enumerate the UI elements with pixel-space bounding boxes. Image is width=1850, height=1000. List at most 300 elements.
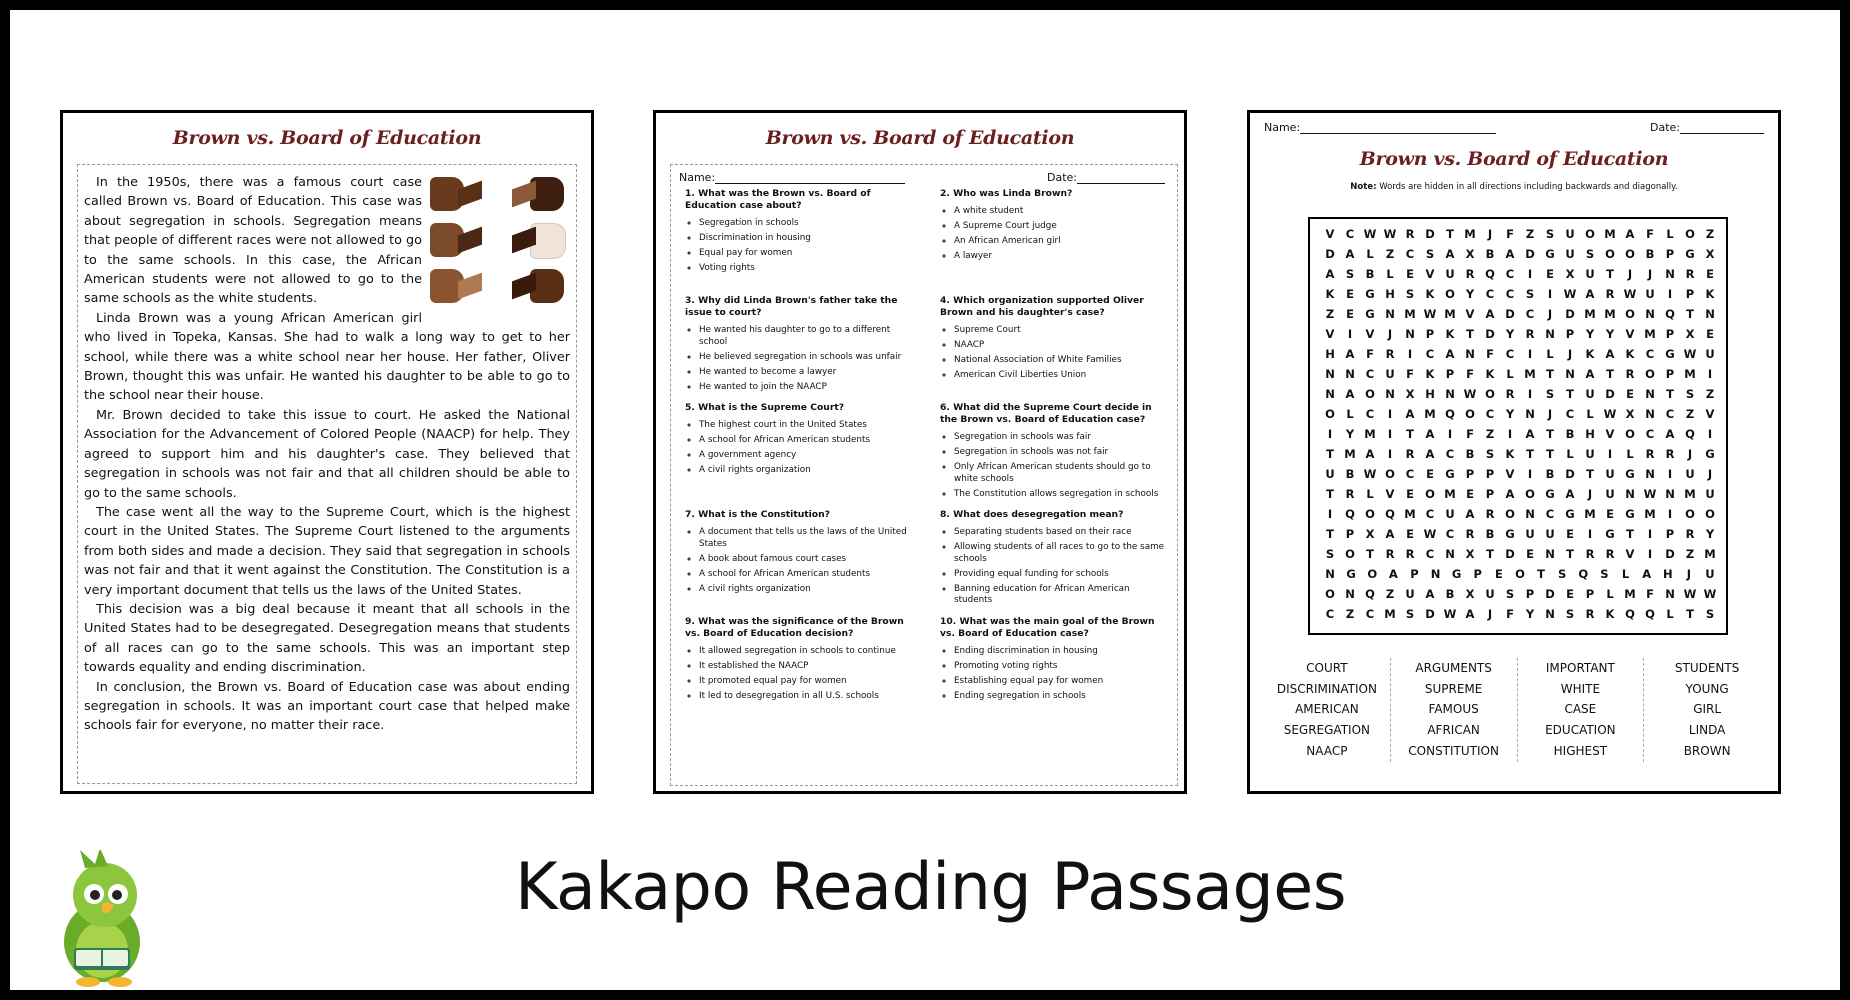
grid-letter[interactable]: S [1565, 607, 1575, 621]
grid-letter[interactable]: Q [1365, 587, 1375, 601]
grid-letter[interactable]: A [1465, 507, 1475, 521]
grid-letter[interactable]: F [1466, 427, 1474, 441]
grid-letter[interactable]: J [1547, 407, 1553, 421]
answer-option[interactable]: ◦ An African American girl [954, 236, 1169, 248]
grid-letter[interactable]: N [1545, 547, 1555, 561]
grid-letter[interactable]: I [1667, 467, 1673, 481]
grid-letter[interactable]: P [1425, 327, 1435, 341]
grid-letter[interactable]: W [1423, 307, 1437, 321]
grid-letter[interactable]: K [1325, 287, 1335, 301]
grid-letter[interactable]: U [1585, 387, 1595, 401]
grid-letter[interactable]: U [1585, 267, 1595, 281]
grid-letter[interactable]: E [1626, 387, 1634, 401]
grid-letter[interactable]: N [1465, 347, 1475, 361]
grid-letter[interactable]: O [1425, 487, 1435, 501]
grid-letter[interactable]: S [1405, 607, 1415, 621]
answer-option[interactable]: ◦ Separating students based on their race [954, 527, 1169, 539]
grid-letter[interactable]: I [1387, 407, 1393, 421]
grid-letter[interactable]: S [1505, 587, 1515, 601]
answer-option[interactable]: ◦ A school for African American students [699, 569, 914, 581]
grid-letter[interactable]: G [1605, 527, 1615, 541]
grid-letter[interactable]: T [1466, 327, 1474, 341]
grid-letter[interactable]: E [1346, 287, 1354, 301]
grid-letter[interactable]: A [1642, 567, 1652, 581]
grid-letter[interactable]: N [1665, 587, 1675, 601]
grid-letter[interactable]: U [1565, 227, 1575, 241]
grid-letter[interactable]: N [1445, 387, 1455, 401]
answer-option[interactable]: ◦ Ending discrimination in housing [954, 646, 1169, 658]
answer-option[interactable]: ◦ It allowed segregation in schools to continue [699, 646, 914, 658]
grid-letter[interactable]: V [1625, 547, 1635, 561]
answer-option[interactable]: ◦ The Constitution allows segregation in schools [954, 489, 1169, 501]
grid-letter[interactable]: M [1584, 307, 1596, 321]
grid-letter[interactable]: I [1527, 387, 1533, 401]
grid-letter[interactable]: H [1585, 427, 1595, 441]
grid-letter[interactable]: U [1525, 527, 1535, 541]
grid-letter[interactable]: J [1627, 267, 1633, 281]
grid-letter[interactable]: U [1445, 507, 1455, 521]
grid-letter[interactable]: C [1365, 407, 1375, 421]
grid-letter[interactable]: L [1366, 487, 1374, 501]
grid-letter[interactable]: N [1405, 327, 1415, 341]
grid-letter[interactable]: K [1705, 287, 1715, 301]
grid-letter[interactable]: B [1345, 467, 1355, 481]
answer-option[interactable]: ◦ Supreme Court [954, 325, 1169, 337]
grid-letter[interactable]: L [1586, 407, 1594, 421]
grid-letter[interactable]: A [1345, 247, 1355, 261]
grid-letter[interactable]: K [1425, 287, 1435, 301]
grid-letter[interactable]: R [1625, 367, 1635, 381]
grid-letter[interactable]: I [1527, 267, 1533, 281]
grid-letter[interactable]: J [1487, 607, 1493, 621]
grid-letter[interactable]: G [1565, 507, 1575, 521]
grid-letter[interactable]: O [1625, 247, 1635, 261]
grid-letter[interactable]: A [1665, 427, 1675, 441]
grid-letter[interactable]: J [1387, 327, 1393, 341]
grid-letter[interactable]: R [1525, 327, 1535, 341]
grid-letter[interactable]: C [1365, 607, 1375, 621]
grid-letter[interactable]: R [1505, 387, 1515, 401]
grid-letter[interactable]: N [1325, 387, 1335, 401]
grid-letter[interactable]: R [1585, 607, 1595, 621]
grid-letter[interactable]: M [1684, 367, 1696, 381]
grid-letter[interactable]: J [1487, 227, 1493, 241]
grid-letter[interactable]: N [1565, 367, 1575, 381]
grid-letter[interactable]: E [1346, 307, 1354, 321]
grid-letter[interactable]: C [1425, 507, 1435, 521]
grid-letter[interactable]: X [1685, 327, 1695, 341]
grid-letter[interactable]: Y [1605, 327, 1615, 341]
grid-letter[interactable]: J [1647, 267, 1653, 281]
grid-letter[interactable]: X [1365, 527, 1375, 541]
grid-letter[interactable]: K [1625, 347, 1635, 361]
grid-letter[interactable]: T [1666, 387, 1674, 401]
grid-letter[interactable]: E [1566, 587, 1574, 601]
grid-letter[interactable]: Q [1385, 507, 1395, 521]
grid-letter[interactable]: T [1537, 567, 1546, 581]
grid-letter[interactable]: E [1426, 467, 1434, 481]
grid-letter[interactable]: I [1667, 507, 1673, 521]
grid-letter[interactable]: D [1425, 227, 1435, 241]
answer-option[interactable]: ◦ A lawyer [954, 251, 1169, 263]
grid-letter[interactable]: P [1665, 367, 1675, 381]
grid-letter[interactable]: S [1545, 387, 1555, 401]
grid-letter[interactable]: C [1665, 407, 1675, 421]
grid-letter[interactable]: D [1505, 307, 1515, 321]
grid-letter[interactable]: O [1515, 567, 1525, 581]
grid-letter[interactable]: R [1485, 507, 1495, 521]
grid-letter[interactable]: X [1405, 387, 1415, 401]
grid-letter[interactable]: C [1505, 287, 1515, 301]
grid-letter[interactable]: I [1607, 447, 1613, 461]
answer-option[interactable]: ◦ Allowing students of all races to go to the same schools [954, 542, 1169, 565]
grid-letter[interactable]: C [1405, 467, 1415, 481]
grid-letter[interactable]: T [1626, 527, 1634, 541]
grid-letter[interactable]: U [1445, 267, 1455, 281]
grid-letter[interactable]: C [1645, 427, 1655, 441]
grid-letter[interactable]: O [1625, 307, 1635, 321]
grid-letter[interactable]: I [1707, 367, 1713, 381]
grid-letter[interactable]: V [1705, 407, 1715, 421]
grid-letter[interactable]: P [1665, 327, 1675, 341]
grid-letter[interactable]: T [1326, 447, 1334, 461]
grid-letter[interactable]: M [1644, 507, 1656, 521]
grid-letter[interactable]: U [1705, 347, 1715, 361]
grid-letter[interactable]: D [1325, 247, 1335, 261]
grid-letter[interactable]: A [1525, 427, 1535, 441]
grid-letter[interactable]: G [1545, 487, 1555, 501]
grid-letter[interactable]: U [1605, 467, 1615, 481]
grid-letter[interactable]: E [1606, 507, 1614, 521]
grid-letter[interactable]: Z [1345, 607, 1355, 621]
grid-letter[interactable]: E [1566, 527, 1574, 541]
answer-option[interactable]: ◦ National Association of White Families [954, 355, 1169, 367]
grid-letter[interactable]: C [1325, 607, 1335, 621]
grid-letter[interactable]: Y [1585, 327, 1595, 341]
grid-letter[interactable]: R [1465, 527, 1475, 541]
grid-letter[interactable]: A [1365, 447, 1375, 461]
grid-letter[interactable]: R [1685, 267, 1695, 281]
grid-letter[interactable]: Q [1685, 427, 1695, 441]
grid-letter[interactable]: U [1545, 527, 1555, 541]
grid-letter[interactable]: T [1526, 447, 1534, 461]
grid-letter[interactable]: P [1465, 467, 1475, 481]
grid-letter[interactable]: R [1605, 287, 1615, 301]
grid-letter[interactable]: R [1465, 267, 1475, 281]
grid-letter[interactable]: J [1686, 567, 1691, 581]
answer-option[interactable]: ◦ Segregation in schools was fair [954, 432, 1169, 444]
grid-letter[interactable]: I [1507, 427, 1513, 441]
grid-letter[interactable]: M [1584, 507, 1596, 521]
answer-option[interactable]: ◦ American Civil Liberties Union [954, 370, 1169, 382]
grid-letter[interactable]: P [1345, 527, 1355, 541]
grid-letter[interactable]: O [1367, 567, 1378, 581]
grid-letter[interactable]: L [1546, 347, 1554, 361]
grid-letter[interactable]: X [1465, 587, 1475, 601]
grid-letter[interactable]: X [1465, 547, 1475, 561]
grid-letter[interactable]: L [1366, 247, 1374, 261]
grid-letter[interactable]: J [1687, 447, 1693, 461]
grid-letter[interactable]: O [1385, 467, 1395, 481]
grid-letter[interactable]: N [1545, 327, 1555, 341]
answer-option[interactable]: ◦ The highest court in the United States [699, 420, 914, 432]
answer-option[interactable]: ◦ Only African American students should go to white schools [954, 462, 1169, 485]
grid-letter[interactable]: V [1425, 267, 1435, 281]
grid-letter[interactable]: I [1527, 467, 1533, 481]
grid-letter[interactable]: X [1565, 267, 1575, 281]
grid-letter[interactable]: M [1424, 407, 1436, 421]
grid-letter[interactable]: Z [1385, 587, 1395, 601]
grid-letter[interactable]: M [1444, 487, 1456, 501]
grid-letter[interactable]: T [1686, 607, 1694, 621]
grid-letter[interactable]: X [1625, 407, 1635, 421]
grid-letter[interactable]: J [1587, 487, 1593, 501]
grid-letter[interactable]: N [1545, 607, 1555, 621]
answer-option[interactable]: ◦ Segregation in schools [699, 218, 914, 230]
grid-letter[interactable]: G [1705, 447, 1715, 461]
grid-letter[interactable]: F [1646, 587, 1654, 601]
grid-letter[interactable]: P [1665, 527, 1675, 541]
grid-letter[interactable]: D [1485, 327, 1495, 341]
answer-option[interactable]: ◦ He believed segregation in schools was unfair [699, 352, 914, 364]
grid-letter[interactable]: T [1366, 547, 1374, 561]
grid-letter[interactable]: Z [1685, 547, 1695, 561]
grid-letter[interactable]: D [1665, 547, 1675, 561]
grid-letter[interactable]: T [1546, 447, 1554, 461]
grid-letter[interactable]: C [1505, 267, 1515, 281]
grid-letter[interactable]: G [1445, 467, 1455, 481]
grid-letter[interactable]: L [1626, 447, 1634, 461]
grid-letter[interactable]: Q [1625, 607, 1635, 621]
grid-letter[interactable]: E [1706, 327, 1714, 341]
grid-letter[interactable]: S [1405, 287, 1415, 301]
grid-letter[interactable]: Q [1578, 567, 1589, 581]
grid-letter[interactable]: G [1346, 567, 1356, 581]
grid-letter[interactable]: C [1565, 407, 1575, 421]
grid-letter[interactable]: S [1685, 387, 1695, 401]
grid-letter[interactable]: S [1545, 227, 1555, 241]
grid-letter[interactable]: Z [1685, 407, 1695, 421]
grid-letter[interactable]: N [1645, 307, 1655, 321]
grid-letter[interactable]: Q [1485, 267, 1495, 281]
grid-letter[interactable]: C [1445, 527, 1455, 541]
grid-letter[interactable]: R [1345, 487, 1355, 501]
grid-letter[interactable]: U [1325, 467, 1335, 481]
grid-letter[interactable]: L [1606, 587, 1614, 601]
grid-letter[interactable]: E [1546, 267, 1554, 281]
grid-letter[interactable]: C [1485, 287, 1495, 301]
grid-letter[interactable]: T [1606, 267, 1614, 281]
answer-option[interactable]: ◦ Voting rights [699, 263, 914, 275]
grid-letter[interactable]: E [1406, 527, 1414, 541]
grid-letter[interactable]: A [1565, 487, 1575, 501]
grid-letter[interactable]: D [1605, 387, 1615, 401]
grid-letter[interactable]: T [1326, 527, 1334, 541]
grid-letter[interactable]: U [1485, 587, 1495, 601]
grid-letter[interactable]: X [1705, 247, 1715, 261]
grid-letter[interactable]: O [1585, 227, 1595, 241]
grid-letter[interactable]: G [1365, 307, 1375, 321]
grid-letter[interactable]: K [1485, 367, 1495, 381]
grid-letter[interactable]: S [1705, 607, 1715, 621]
grid-letter[interactable]: K [1505, 447, 1515, 461]
grid-letter[interactable]: Y [1465, 287, 1475, 301]
answer-option[interactable]: ◦ Banning education for African American students [954, 584, 1169, 607]
grid-letter[interactable]: V [1385, 487, 1395, 501]
grid-letter[interactable]: B [1365, 267, 1375, 281]
grid-letter[interactable]: W [1383, 227, 1397, 241]
grid-letter[interactable]: U [1705, 487, 1715, 501]
grid-letter[interactable]: N [1665, 267, 1675, 281]
grid-letter[interactable]: A [1388, 567, 1398, 581]
grid-letter[interactable]: B [1465, 447, 1475, 461]
grid-letter[interactable]: T [1566, 387, 1574, 401]
answer-option[interactable]: ◦ A book about famous court cases [699, 554, 914, 566]
grid-letter[interactable]: R [1405, 447, 1415, 461]
grid-letter[interactable]: N [1445, 547, 1455, 561]
grid-letter[interactable]: O [1345, 547, 1355, 561]
grid-letter[interactable]: C [1645, 347, 1655, 361]
grid-letter[interactable]: B [1485, 527, 1495, 541]
grid-letter[interactable]: X [1465, 247, 1475, 261]
grid-letter[interactable]: I [1407, 347, 1413, 361]
answer-option[interactable]: ◦ It established the NAACP [699, 661, 914, 673]
grid-letter[interactable]: W [1363, 227, 1377, 241]
grid-letter[interactable]: I [1387, 427, 1393, 441]
grid-letter[interactable]: A [1325, 267, 1335, 281]
grid-letter[interactable]: P [1485, 487, 1495, 501]
grid-letter[interactable]: L [1621, 567, 1630, 581]
answer-option[interactable]: ◦ A Supreme Court judge [954, 221, 1169, 233]
grid-letter[interactable]: C [1485, 407, 1495, 421]
grid-letter[interactable]: I [1327, 507, 1333, 521]
grid-letter[interactable]: B [1445, 587, 1455, 601]
grid-letter[interactable]: B [1485, 247, 1495, 261]
grid-letter[interactable]: P [1525, 587, 1535, 601]
grid-letter[interactable]: O [1685, 507, 1695, 521]
answer-option[interactable]: ◦ He wanted to join the NAACP [699, 382, 914, 394]
grid-letter[interactable]: S [1525, 287, 1535, 301]
grid-letter[interactable]: T [1546, 427, 1554, 441]
grid-letter[interactable]: V [1325, 227, 1335, 241]
grid-letter[interactable]: P [1485, 467, 1495, 481]
grid-letter[interactable]: H [1325, 347, 1335, 361]
grid-letter[interactable]: N [1385, 307, 1395, 321]
grid-letter[interactable]: V [1325, 327, 1335, 341]
grid-letter[interactable]: M [1464, 227, 1476, 241]
answer-option[interactable]: ◦ He wanted to become a lawyer [699, 367, 914, 379]
grid-letter[interactable]: C [1545, 507, 1555, 521]
grid-letter[interactable]: V [1505, 467, 1515, 481]
grid-letter[interactable]: M [1364, 427, 1376, 441]
grid-letter[interactable]: R [1385, 547, 1395, 561]
grid-letter[interactable]: G [1365, 287, 1375, 301]
grid-letter[interactable]: N [1345, 587, 1355, 601]
grid-letter[interactable]: C [1345, 227, 1355, 241]
grid-letter[interactable]: T [1686, 307, 1694, 321]
grid-letter[interactable]: F [1406, 367, 1414, 381]
grid-letter[interactable]: C [1445, 447, 1455, 461]
grid-letter[interactable]: L [1346, 407, 1354, 421]
grid-letter[interactable]: L [1666, 607, 1674, 621]
grid-letter[interactable]: A [1445, 347, 1455, 361]
grid-letter[interactable]: O [1505, 507, 1515, 521]
grid-letter[interactable]: O [1685, 227, 1695, 241]
grid-letter[interactable]: F [1486, 347, 1494, 361]
grid-letter[interactable]: A [1425, 427, 1435, 441]
grid-letter[interactable]: A [1425, 447, 1435, 461]
grid-letter[interactable]: T [1606, 367, 1614, 381]
answer-option[interactable]: ◦ Establishing equal pay for women [954, 676, 1169, 688]
grid-letter[interactable]: I [1387, 447, 1393, 461]
grid-letter[interactable]: L [1386, 267, 1394, 281]
grid-letter[interactable]: Z [1525, 227, 1535, 241]
grid-letter[interactable]: U [1605, 487, 1615, 501]
grid-letter[interactable]: A [1465, 607, 1475, 621]
grid-letter[interactable]: W [1423, 527, 1437, 541]
grid-letter[interactable]: S [1600, 567, 1609, 581]
grid-letter[interactable]: M [1684, 487, 1696, 501]
grid-letter[interactable]: F [1466, 367, 1474, 381]
grid-letter[interactable]: D [1565, 467, 1575, 481]
grid-letter[interactable]: N [1665, 487, 1675, 501]
grid-letter[interactable]: W [1683, 587, 1697, 601]
answer-option[interactable]: ◦ A civil rights organization [699, 465, 914, 477]
grid-letter[interactable]: T [1566, 547, 1574, 561]
grid-letter[interactable]: J [1567, 347, 1573, 361]
grid-letter[interactable]: G [1665, 347, 1675, 361]
grid-letter[interactable]: A [1405, 407, 1415, 421]
grid-letter[interactable]: U [1385, 367, 1395, 381]
grid-letter[interactable]: R [1585, 547, 1595, 561]
grid-letter[interactable]: D [1525, 247, 1535, 261]
grid-letter[interactable]: M [1624, 587, 1636, 601]
grid-letter[interactable]: M [1384, 607, 1396, 621]
grid-letter[interactable]: Z [1485, 427, 1495, 441]
grid-letter[interactable]: G [1545, 247, 1555, 261]
grid-letter[interactable]: C [1505, 347, 1515, 361]
grid-letter[interactable]: Y [1505, 327, 1515, 341]
grid-letter[interactable]: K [1605, 607, 1615, 621]
grid-letter[interactable]: A [1425, 587, 1435, 601]
grid-letter[interactable]: V [1365, 327, 1375, 341]
grid-letter[interactable]: I [1527, 347, 1533, 361]
grid-letter[interactable]: O [1325, 407, 1335, 421]
grid-letter[interactable]: P [1410, 567, 1419, 581]
answer-option[interactable]: ◦ A civil rights organization [699, 584, 914, 596]
grid-letter[interactable]: L [1566, 447, 1574, 461]
grid-letter[interactable]: O [1445, 287, 1455, 301]
grid-letter[interactable]: O [1525, 487, 1535, 501]
grid-letter[interactable]: T [1486, 547, 1494, 561]
grid-letter[interactable]: A [1585, 287, 1595, 301]
grid-letter[interactable]: H [1662, 567, 1673, 581]
grid-letter[interactable]: U [1685, 467, 1695, 481]
grid-letter[interactable]: Y [1345, 427, 1355, 441]
grid-letter[interactable]: N [1645, 467, 1655, 481]
grid-letter[interactable]: W [1363, 467, 1377, 481]
grid-letter[interactable]: O [1645, 367, 1655, 381]
grid-letter[interactable]: M [1344, 447, 1356, 461]
grid-letter[interactable]: O [1705, 507, 1715, 521]
grid-letter[interactable]: A [1445, 247, 1455, 261]
grid-letter[interactable]: S [1485, 447, 1495, 461]
grid-letter[interactable]: E [1466, 487, 1474, 501]
grid-letter[interactable]: G [1451, 567, 1462, 581]
grid-letter[interactable]: E [1406, 267, 1414, 281]
grid-letter[interactable]: O [1605, 247, 1615, 261]
grid-letter[interactable]: Y [1705, 527, 1715, 541]
